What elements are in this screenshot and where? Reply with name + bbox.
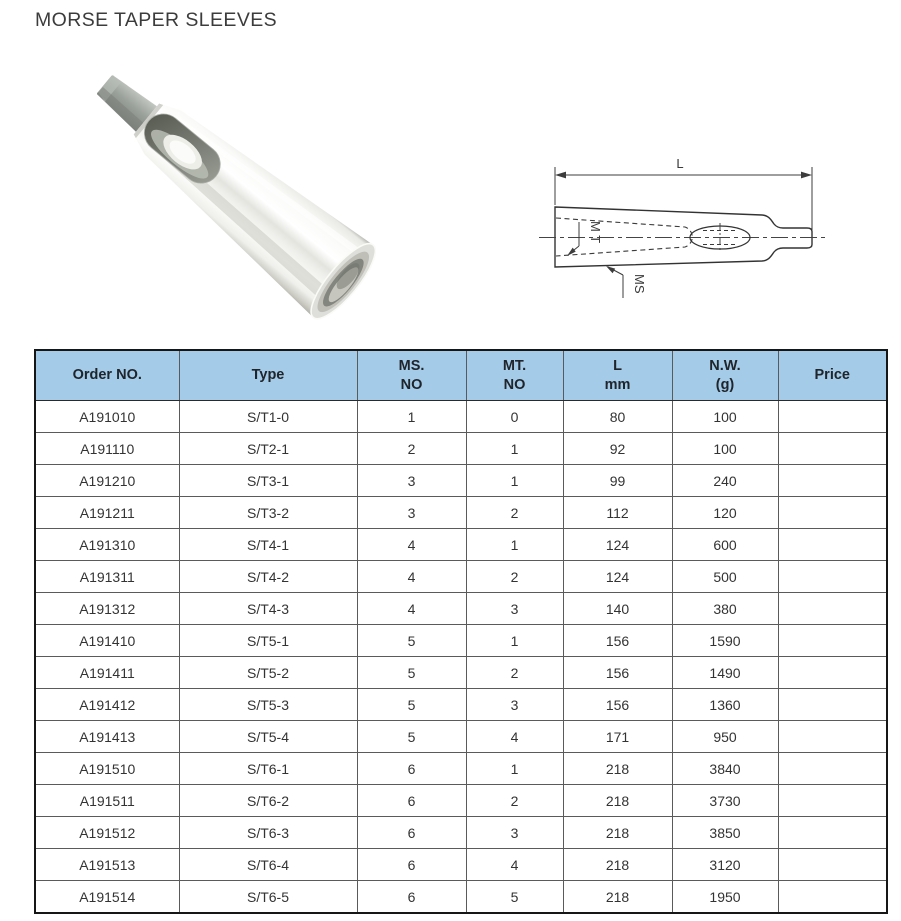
table-row [35, 657, 887, 689]
cell-order-no: A191413 [35, 721, 179, 753]
table-row [35, 753, 887, 785]
cell-nw-g: 950 [672, 721, 778, 753]
cell-nw-g: 3120 [672, 849, 778, 881]
cell-ms-no: 4 [357, 593, 466, 625]
cell-type: S/T6-5 [179, 881, 357, 914]
cell-price [778, 817, 887, 849]
column-header-nw-g: N.W. (g) [672, 350, 778, 401]
cell-price [778, 465, 887, 497]
cell-ms-no: 5 [357, 657, 466, 689]
table-row [35, 881, 887, 914]
cell-nw-g: 3850 [672, 817, 778, 849]
cell-ms-no: 6 [357, 817, 466, 849]
cell-l-mm: 218 [563, 817, 672, 849]
cell-nw-g: 120 [672, 497, 778, 529]
table-row [35, 529, 887, 561]
cell-mt-no: 1 [466, 433, 563, 465]
cell-order-no: A191312 [35, 593, 179, 625]
cell-price [778, 497, 887, 529]
cell-ms-no: 3 [357, 497, 466, 529]
table-row [35, 433, 887, 465]
cell-mt-no: 0 [466, 401, 563, 433]
diagram-label-length: L [676, 156, 684, 171]
cell-nw-g: 3730 [672, 785, 778, 817]
cell-type: S/T5-4 [179, 721, 357, 753]
cell-l-mm: 124 [563, 529, 672, 561]
cell-type: S/T3-1 [179, 465, 357, 497]
column-header-l-mm: L mm [563, 350, 672, 401]
table-row [35, 401, 887, 433]
ms-leader-arrow [606, 266, 615, 273]
column-header-order-no: Order NO. [35, 350, 179, 401]
cell-l-mm: 171 [563, 721, 672, 753]
cell-nw-g: 3840 [672, 753, 778, 785]
cell-order-no: A191311 [35, 561, 179, 593]
cell-nw-g: 1360 [672, 689, 778, 721]
table-row [35, 593, 887, 625]
cell-price [778, 625, 887, 657]
cell-price [778, 689, 887, 721]
cell-l-mm: 156 [563, 689, 672, 721]
cell-order-no: A191210 [35, 465, 179, 497]
cell-mt-no: 3 [466, 593, 563, 625]
diagram-label-mt: M T [588, 221, 603, 244]
cell-type: S/T3-2 [179, 497, 357, 529]
cell-type: S/T6-3 [179, 817, 357, 849]
cell-l-mm: 124 [563, 561, 672, 593]
cell-type: S/T5-3 [179, 689, 357, 721]
table-row [35, 849, 887, 881]
cell-mt-no: 2 [466, 561, 563, 593]
table-header-row [35, 350, 887, 401]
cell-price [778, 593, 887, 625]
cell-price [778, 433, 887, 465]
cell-price [778, 881, 887, 914]
cell-mt-no: 4 [466, 721, 563, 753]
cell-mt-no: 2 [466, 785, 563, 817]
cell-ms-no: 5 [357, 689, 466, 721]
cell-ms-no: 5 [357, 625, 466, 657]
cell-l-mm: 218 [563, 753, 672, 785]
cell-order-no: A191010 [35, 401, 179, 433]
cell-mt-no: 4 [466, 849, 563, 881]
cell-ms-no: 2 [357, 433, 466, 465]
cell-price [778, 849, 887, 881]
cell-nw-g: 380 [672, 593, 778, 625]
table-body [35, 401, 887, 914]
cell-type: S/T6-4 [179, 849, 357, 881]
cell-nw-g: 1590 [672, 625, 778, 657]
cell-mt-no: 3 [466, 689, 563, 721]
cell-type: S/T1-0 [179, 401, 357, 433]
column-header-price: Price [778, 350, 887, 401]
cell-ms-no: 3 [357, 465, 466, 497]
table-row [35, 817, 887, 849]
cell-ms-no: 6 [357, 753, 466, 785]
cell-ms-no: 4 [357, 561, 466, 593]
cell-price [778, 785, 887, 817]
cell-type: S/T6-1 [179, 753, 357, 785]
cell-price [778, 721, 887, 753]
cell-order-no: A191410 [35, 625, 179, 657]
dimension-arrow-right [801, 172, 812, 179]
table-row [35, 785, 887, 817]
cell-type: S/T4-1 [179, 529, 357, 561]
cell-price [778, 529, 887, 561]
table-row [35, 561, 887, 593]
cell-nw-g: 500 [672, 561, 778, 593]
cell-order-no: A191310 [35, 529, 179, 561]
cell-type: S/T4-3 [179, 593, 357, 625]
cell-mt-no: 1 [466, 465, 563, 497]
dimension-arrow-left [555, 172, 566, 179]
column-header-ms-no: MS. NO [357, 350, 466, 401]
dimension-diagram [535, 135, 875, 325]
cell-l-mm: 156 [563, 625, 672, 657]
cell-mt-no: 1 [466, 529, 563, 561]
cell-ms-no: 5 [357, 721, 466, 753]
cell-nw-g: 240 [672, 465, 778, 497]
cell-nw-g: 100 [672, 433, 778, 465]
cell-l-mm: 218 [563, 881, 672, 914]
cell-order-no: A191211 [35, 497, 179, 529]
cell-mt-no: 3 [466, 817, 563, 849]
cell-order-no: A191411 [35, 657, 179, 689]
cell-order-no: A191511 [35, 785, 179, 817]
cell-nw-g: 1950 [672, 881, 778, 914]
cell-order-no: A191512 [35, 817, 179, 849]
cell-type: S/T4-2 [179, 561, 357, 593]
diagram-label-ms: MS [632, 274, 647, 294]
cell-type: S/T5-1 [179, 625, 357, 657]
cell-order-no: A191513 [35, 849, 179, 881]
cell-l-mm: 140 [563, 593, 672, 625]
cell-ms-no: 1 [357, 401, 466, 433]
cell-order-no: A191110 [35, 433, 179, 465]
cell-mt-no: 5 [466, 881, 563, 914]
product-photo [78, 58, 393, 328]
cell-nw-g: 1490 [672, 657, 778, 689]
table-row [35, 465, 887, 497]
cell-type: S/T2-1 [179, 433, 357, 465]
cell-ms-no: 6 [357, 881, 466, 914]
cell-mt-no: 1 [466, 753, 563, 785]
cell-l-mm: 99 [563, 465, 672, 497]
cell-mt-no: 1 [466, 625, 563, 657]
table-row [35, 625, 887, 657]
cell-l-mm: 218 [563, 849, 672, 881]
cell-ms-no: 6 [357, 785, 466, 817]
cell-ms-no: 4 [357, 529, 466, 561]
cell-l-mm: 218 [563, 785, 672, 817]
cell-nw-g: 100 [672, 401, 778, 433]
page-title: MORSE TAPER SLEEVES [35, 9, 278, 31]
cell-price [778, 657, 887, 689]
cell-l-mm: 92 [563, 433, 672, 465]
cell-price [778, 753, 887, 785]
cell-type: S/T6-2 [179, 785, 357, 817]
cell-order-no: A191510 [35, 753, 179, 785]
cell-l-mm: 112 [563, 497, 672, 529]
cell-mt-no: 2 [466, 497, 563, 529]
table-row [35, 689, 887, 721]
cell-price [778, 561, 887, 593]
table-row [35, 497, 887, 529]
cell-l-mm: 80 [563, 401, 672, 433]
cell-price [778, 401, 887, 433]
cell-order-no: A191412 [35, 689, 179, 721]
column-header-mt-no: MT. NO [466, 350, 563, 401]
product-table [34, 349, 888, 914]
table-row [35, 721, 887, 753]
cell-nw-g: 600 [672, 529, 778, 561]
cell-l-mm: 156 [563, 657, 672, 689]
column-header-type: Type [179, 350, 357, 401]
cell-type: S/T5-2 [179, 657, 357, 689]
cell-ms-no: 6 [357, 849, 466, 881]
cell-mt-no: 2 [466, 657, 563, 689]
cell-order-no: A191514 [35, 881, 179, 914]
